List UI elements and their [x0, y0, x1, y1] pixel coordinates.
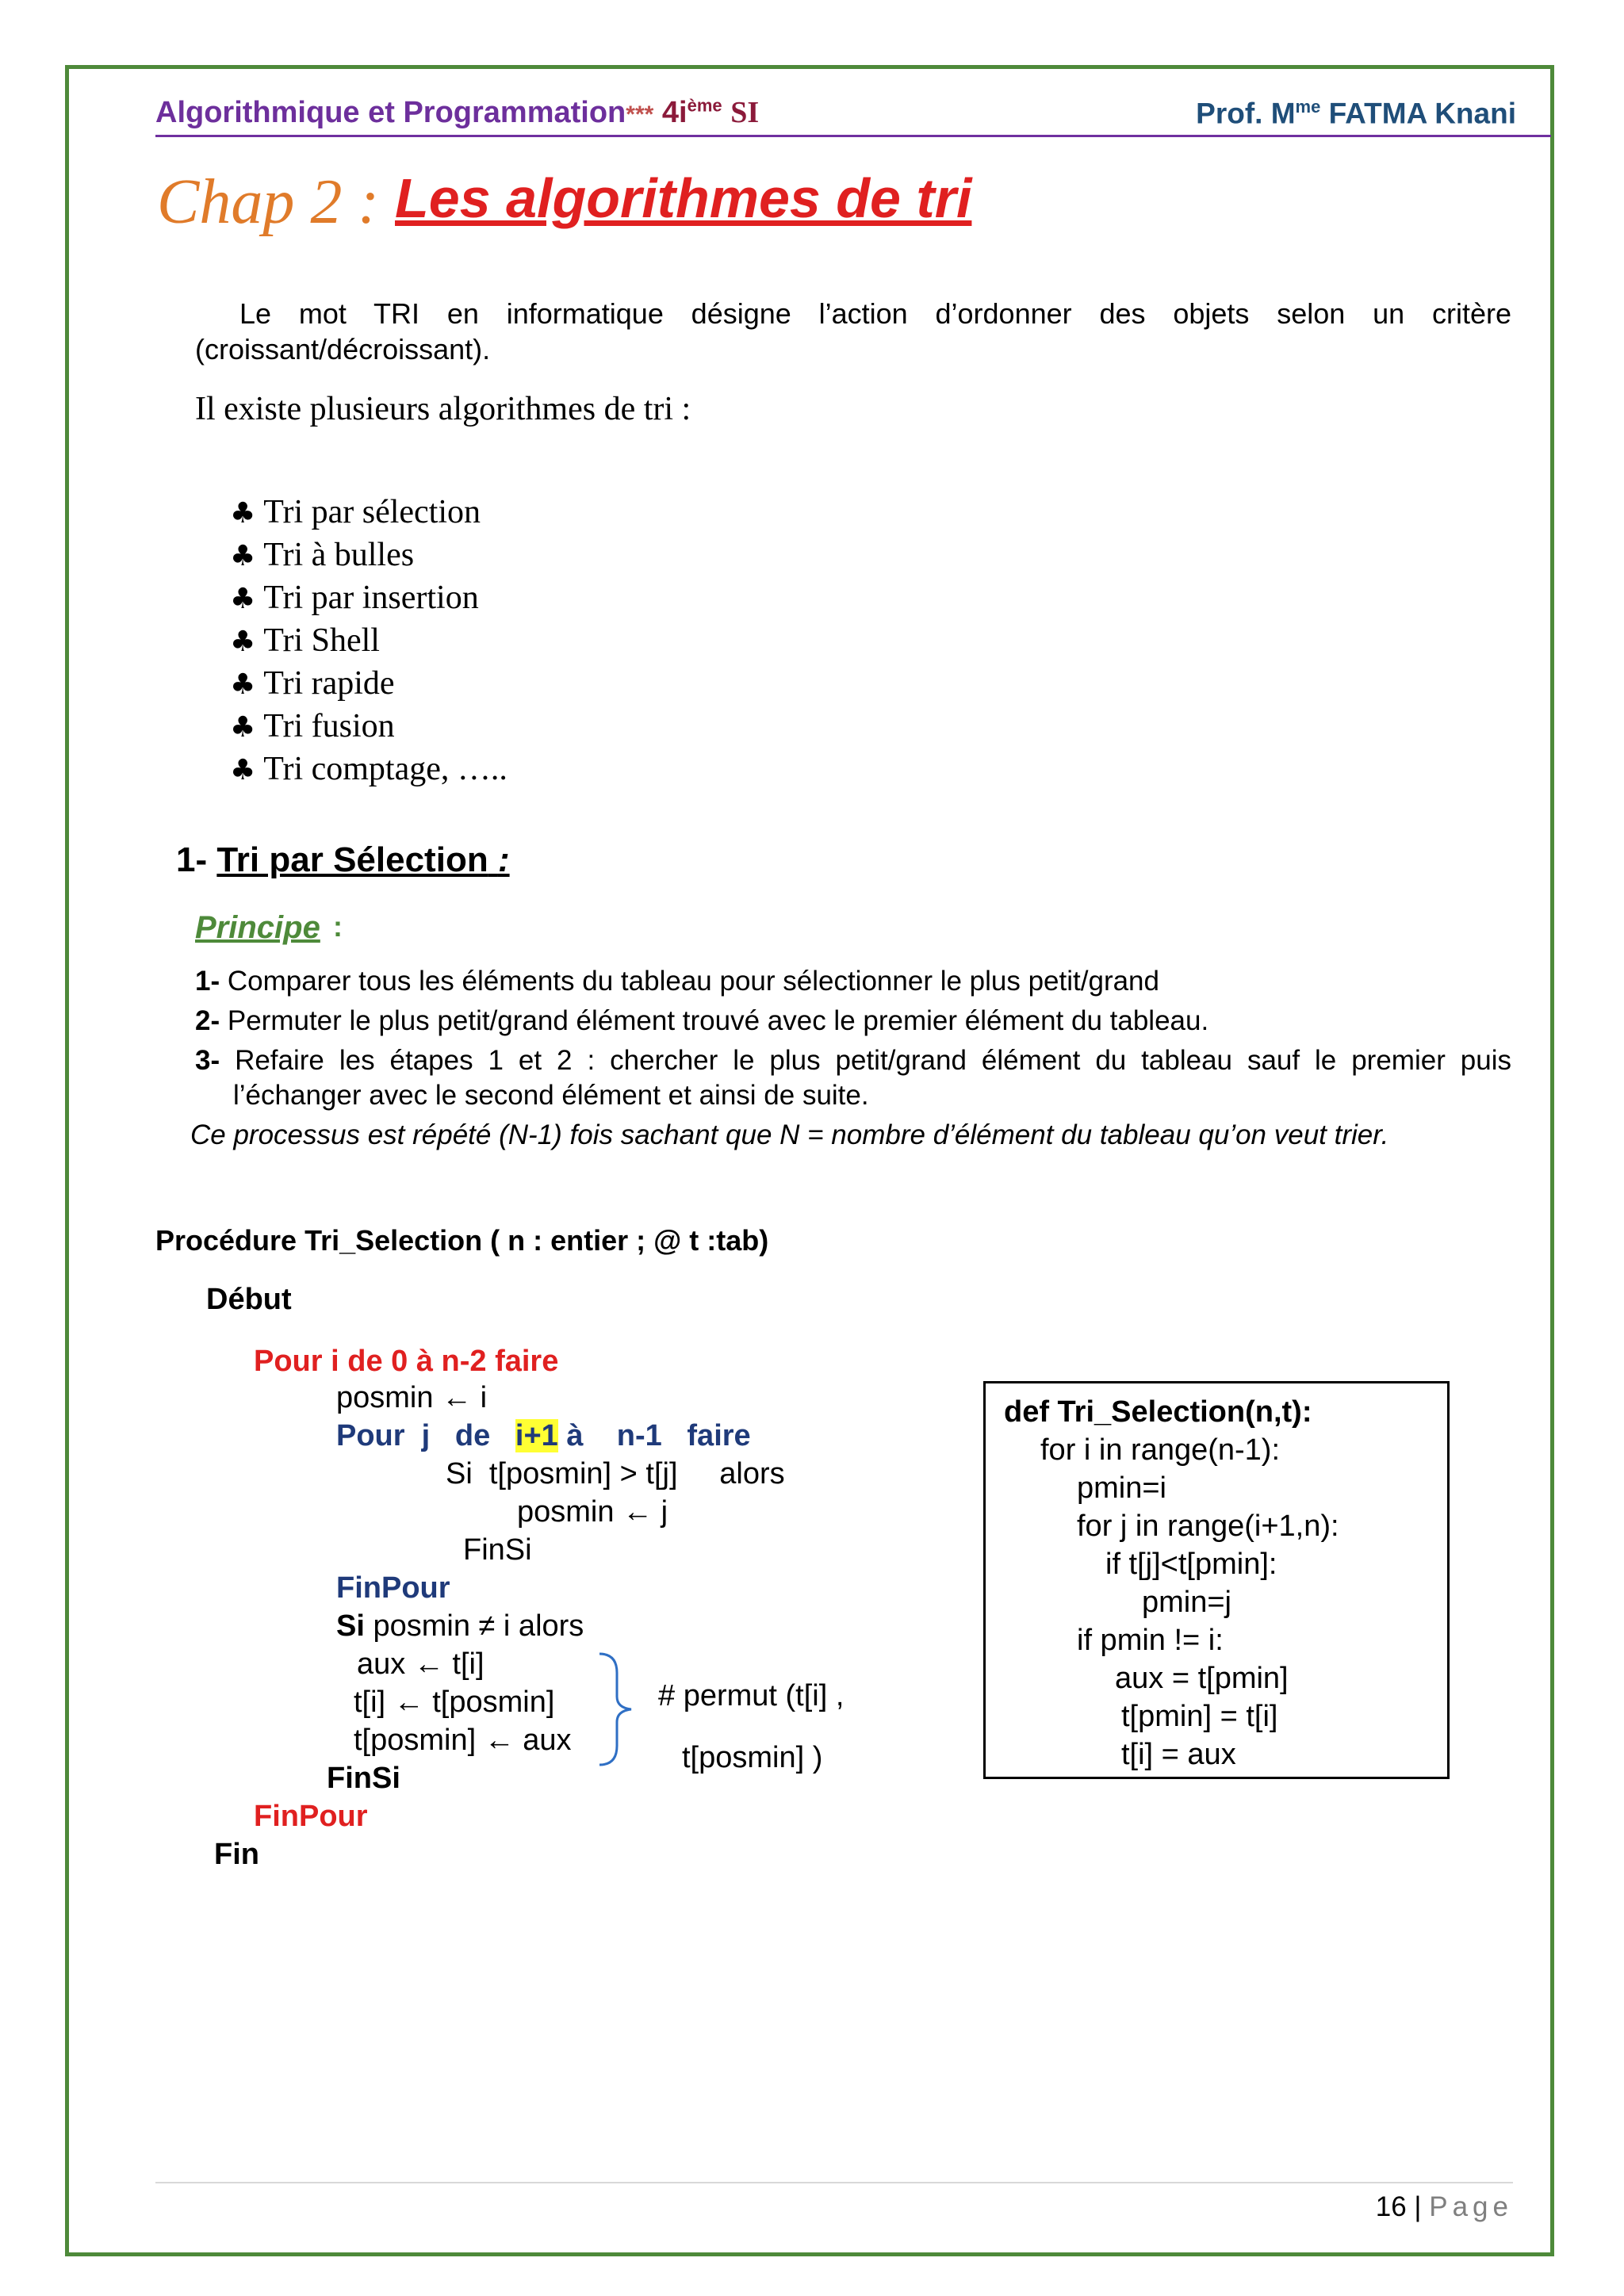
list-item [230, 663, 508, 706]
algo-si-rest: posmin ≠ i alors [364, 1609, 584, 1643]
list-item [230, 620, 508, 663]
python-line: pmin=j [1142, 1586, 1231, 1619]
header-author [1196, 97, 1516, 130]
club-icon: ♣ [230, 668, 256, 701]
python-line: for j in range(i+1,n): [1077, 1510, 1339, 1543]
algo-tposmin-aux: t[posmin] ← aux [354, 1724, 572, 1757]
list-item [230, 577, 508, 620]
algo-si-keyword: Si [336, 1609, 365, 1643]
step-text: Comparer tous les éléments du tableau pour sélectionner le plus petit/grand [227, 966, 1159, 997]
algo-si-cond: Si t[posmin] > t[j] alors [446, 1457, 785, 1490]
club-icon: ♣ [230, 626, 256, 658]
principe-step-2 [195, 1005, 1208, 1037]
header-author-name: FATMA Knani [1328, 97, 1516, 130]
repeat-note: Ce processus est répété (N-1) fois sachant que N = nombre d’élément du tableau qu’on veut trier. [190, 1119, 1389, 1150]
chapter-label: Chap 2 : [157, 167, 379, 237]
header-course-name: Algorithmique et Programmation [155, 96, 626, 129]
algo-posmin-i: posmin ← i [336, 1381, 488, 1414]
algo-finsi-inner: FinSi [463, 1533, 532, 1567]
permut-comment-2: t[posmin] ) [682, 1741, 823, 1774]
intro-line-2: (croissant/décroissant). [195, 333, 491, 365]
step-number: 2- [195, 1005, 220, 1036]
club-icon: ♣ [230, 497, 256, 530]
header-level-text: 4i [661, 96, 688, 129]
python-line: def Tri_Selection(n,t): [1004, 1395, 1312, 1429]
section-1-number: 1- [176, 840, 208, 879]
list-item-label: Tri par insertion [263, 580, 479, 616]
header-stars: *** [626, 101, 654, 128]
intro-exists: Il existe plusieurs algorithmes de tri : [195, 391, 691, 427]
header-author-sup: me [1295, 97, 1321, 117]
header-level-sup: ème [687, 95, 722, 116]
algo-finsi-outer: FinSi [327, 1762, 400, 1795]
chapter-title: Les algorithmes de tri [395, 167, 972, 229]
header-author-prefix: Prof. M [1196, 97, 1296, 130]
algo-pour-j-b: à n-1 faire [557, 1419, 751, 1452]
footer-divider [155, 2182, 1513, 2183]
algo-debut: Début [206, 1283, 292, 1316]
principe-step-3-cont: l’échanger avec le second élément et ainsi de suite. [233, 1080, 869, 1111]
algo-pour-j-highlight: i+1 [515, 1419, 558, 1452]
algo-aux-ti: aux ← t[i] [357, 1647, 485, 1681]
step-text: Refaire les étapes 1 et 2 : chercher le plus petit/grand élément du tableau sauf le premier puis [235, 1045, 1511, 1076]
list-item [230, 706, 508, 748]
section-1-title-text: Tri par Sélection [216, 840, 488, 879]
algo-finpour-j: FinPour [336, 1571, 450, 1605]
algo-pour-i: Pour i de 0 à n-2 faire [254, 1345, 559, 1378]
algo-pour-j-a: Pour j de [336, 1419, 515, 1452]
header-level [662, 96, 722, 129]
list-item [230, 492, 508, 534]
header-course-title [155, 95, 759, 130]
python-line: t[i] = aux [1121, 1738, 1236, 1771]
algorithm-list [230, 492, 508, 791]
algo-finpour-i: FinPour [254, 1800, 368, 1833]
list-item-label: Tri fusion [263, 708, 395, 744]
algo-pour-j [336, 1419, 751, 1453]
club-icon: ♣ [230, 540, 256, 572]
permut-comment-1: # permut (t[i] , [658, 1679, 845, 1712]
list-item [230, 534, 508, 577]
section-1-title [216, 840, 509, 879]
principe-step-3 [195, 1045, 1511, 1077]
page-number: 16 [1375, 2191, 1407, 2222]
python-line: if pmin != i: [1077, 1624, 1224, 1657]
list-item-label: Tri comptage, ….. [263, 751, 508, 787]
principe-heading: Principe [195, 910, 320, 945]
section-1-heading [176, 840, 510, 880]
page-separator: | [1414, 2191, 1422, 2222]
python-line: aux = t[pmin] [1115, 1662, 1289, 1695]
step-number: 3- [195, 1045, 220, 1076]
algo-posmin-j: posmin ← j [517, 1495, 668, 1529]
list-item [230, 748, 508, 791]
procedure-signature: Procédure Tri_Selection ( n : entier ; @ t :tab) [155, 1224, 769, 1257]
list-item-label: Tri à bulles [263, 537, 415, 573]
principe-step-1 [195, 966, 1159, 997]
python-line: pmin=i [1077, 1471, 1166, 1505]
header-divider [155, 135, 1551, 137]
brace-icon [596, 1649, 644, 1768]
step-number: 1- [195, 966, 220, 997]
python-line: if t[j]<t[pmin]: [1105, 1548, 1277, 1581]
club-icon: ♣ [230, 754, 256, 786]
list-item-label: Tri Shell [263, 622, 380, 659]
algo-si-posmin [336, 1609, 584, 1644]
step-text: Permuter le plus petit/grand élément trouvé avec le premier élément du tableau. [227, 1005, 1209, 1036]
intro-line-1: Le mot TRI en informatique désigne l’action d’ordonner des objets selon un critère [239, 297, 1511, 330]
footer-page [1376, 2191, 1513, 2223]
club-icon: ♣ [230, 711, 256, 744]
list-item-label: Tri par sélection [263, 494, 481, 530]
section-1-colon: : [497, 840, 510, 879]
club-icon: ♣ [230, 583, 256, 615]
principe-colon: : [333, 910, 343, 943]
page-label: Page [1429, 2191, 1513, 2222]
algo-ti-tposmin: t[i] ← t[posmin] [354, 1686, 555, 1719]
python-line: for i in range(n-1): [1040, 1433, 1281, 1467]
header-level-si: SI [730, 96, 760, 129]
list-item-label: Tri rapide [263, 665, 395, 702]
algo-fin: Fin [214, 1838, 259, 1871]
python-line: t[pmin] = t[i] [1121, 1700, 1278, 1733]
